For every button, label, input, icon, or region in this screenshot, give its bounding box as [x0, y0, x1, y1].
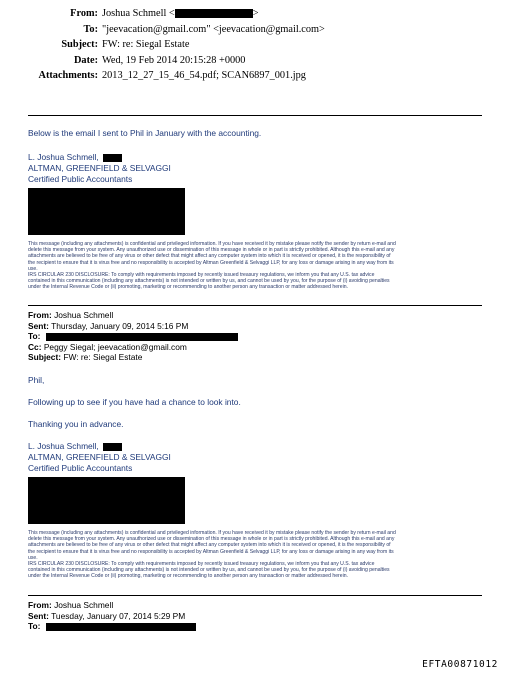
email1-sent-value: Thursday, January 09, 2014 5:16 PM	[51, 320, 189, 331]
email-header	[0, 6, 512, 84]
signature-name-text: L. Joshua Schmell,	[28, 152, 99, 162]
email1-cc-label: Cc:	[28, 341, 42, 352]
email1-subject-value: FW: re: Siegal Estate	[63, 352, 143, 362]
email2-sent	[28, 611, 185, 622]
disclaimer-line: This message (including any attachments) is confidential and privileged information. If you have received it by mistake please notify the sender by return e-mail and	[28, 241, 396, 247]
email2-to	[28, 621, 196, 632]
email2-to-label: To:	[28, 621, 41, 631]
disclaimer-line: under the Internal Revenue Code or (ii) promoting, marketing or recommending to another person any transaction or matter addressed herein.	[28, 573, 348, 580]
redaction-block	[46, 333, 238, 341]
email2-sent-label: Sent:	[28, 610, 49, 621]
email1-from-value: Joshua Schmell	[54, 310, 114, 320]
disclaimer-line: attachments are believed to be free of any virus or other defect that might affect any computer system into which it is received or opened, it is the responsibility of	[28, 253, 391, 260]
email1-cc	[28, 342, 187, 353]
email1-subject	[28, 352, 142, 363]
date-value: Wed, 19 Feb 2014 20:15:28 +0000	[102, 54, 246, 66]
attachments-value: 2013_12_27_15_46_54.pdf; SCAN6897_001.jpg	[102, 70, 306, 81]
email1-greeting: Phil,	[28, 375, 45, 385]
subject-label: Subject:	[61, 39, 98, 50]
date-label: Date:	[73, 54, 98, 66]
email-divider	[28, 305, 482, 306]
disclaimer-line: delete this message from your system. Any unauthorized use or dissemination of this message in whole or in part is strictly prohibited. Although this e-mail and any	[28, 536, 395, 543]
from-value	[102, 6, 259, 22]
from-close: >	[252, 8, 259, 19]
header-date-row	[0, 53, 512, 69]
email1-to-label: To:	[28, 331, 41, 341]
email1-subject-label: Subject:	[28, 352, 62, 362]
redaction-block	[46, 623, 196, 631]
email1-cc-value: Peggy Siegal; jeevacation@gmail.com	[43, 341, 187, 352]
header-subject-row	[0, 37, 512, 53]
to-label: To:	[83, 23, 98, 35]
signature-name	[28, 441, 122, 452]
disclaimer-line: use.	[28, 265, 38, 272]
signature-name-text: L. Joshua Schmell,	[28, 441, 99, 451]
redaction-block	[103, 443, 122, 451]
disclaimer-line: This message (including any attachments) is confidential and privileged information. If you have received it by mistake please notify the sender by return e-mail and	[28, 530, 396, 536]
email2-from	[28, 600, 113, 611]
from-label: From:	[70, 8, 98, 19]
email1-to	[28, 331, 238, 342]
disclaimer-line: the recipient to ensure that it is virus free and no responsibility is accepted by Altman Greenfield & Selvaggi LLP, for any loss or damage arising in any way from its	[28, 259, 394, 266]
redaction-block	[103, 154, 122, 162]
email-divider	[28, 595, 482, 596]
intro-text: Below is the email I sent to Phil in January with the accounting.	[28, 128, 262, 138]
signature-firm: ALTMAN, GREENFIELD & SELVAGGI	[28, 163, 171, 173]
email1-sent	[28, 321, 188, 332]
email2-from-value: Joshua Schmell	[54, 600, 114, 610]
disclaimer-line: IRS CIRCULAR 230 DISCLOSURE: To comply with requirements imposed by recently issued treasury regulations, we inform you that any U.S. tax advice	[28, 561, 375, 568]
header-attachments-row	[0, 68, 512, 84]
redaction-block	[28, 477, 185, 524]
disclaimer-line: attachments are believed to be free of any virus or other defect that might affect any computer system into which it is received or opened, it is the responsibility of	[28, 542, 391, 549]
signature-firm: ALTMAN, GREENFIELD & SELVAGGI	[28, 452, 171, 462]
header-from-row	[0, 6, 512, 22]
email1-sent-label: Sent:	[28, 320, 49, 331]
email1-body-line1: Following up to see if you have had a chance to look into.	[28, 397, 241, 407]
signature-title: Certified Public Accountants	[28, 174, 133, 184]
email1-from-label: From:	[28, 310, 52, 320]
header-divider	[28, 115, 482, 116]
disclaimer-line: contained in this communication (including any attachments) is not intended or written by us, and cannot be used by you, for the purpose of (i) avoiding penalties	[28, 278, 390, 285]
email1-from	[28, 310, 113, 321]
disclaimer-line: under the Internal Revenue Code or (ii) promoting, marketing or recommending to another person any transaction or matter addressed herein.	[28, 284, 348, 291]
disclaimer-line: use.	[28, 554, 38, 561]
email1-body-line2: Thanking you in advance.	[28, 419, 124, 429]
disclaimer-block	[28, 530, 483, 580]
document-id: EFTA00871012	[422, 659, 498, 670]
from-name: Joshua Schmell <	[102, 8, 175, 19]
email2-sent-value: Tuesday, January 07, 2014 5:29 PM	[51, 610, 186, 621]
to-value: "jeevacation@gmail.com" <jeevacation@gmail.com>	[102, 23, 325, 35]
disclaimer-block	[28, 241, 483, 291]
email2-from-label: From:	[28, 600, 52, 610]
signature-title: Certified Public Accountants	[28, 463, 133, 473]
attachments-label: Attachments:	[38, 70, 98, 81]
redaction-block	[28, 188, 185, 235]
subject-value: FW: re: Siegal Estate	[102, 39, 190, 50]
header-to-row	[0, 22, 512, 38]
disclaimer-line: delete this message from your system. Any unauthorized use or dissemination of this message in whole or in part is strictly prohibited. Although this e-mail and any	[28, 247, 395, 254]
disclaimer-line: IRS CIRCULAR 230 DISCLOSURE: To comply with requirements imposed by recently issued treasury regulations, we inform you that any U.S. tax advice	[28, 272, 375, 279]
disclaimer-line: the recipient to ensure that it is virus free and no responsibility is accepted by Altman Greenfield & Selvaggi LLP, for any loss or damage arising in any way from its	[28, 548, 394, 555]
disclaimer-line: contained in this communication (including any attachments) is not intended or written by us, and cannot be used by you, for the purpose of (i) avoiding penalties	[28, 567, 390, 574]
signature-name	[28, 152, 122, 163]
redaction-block	[175, 9, 253, 18]
